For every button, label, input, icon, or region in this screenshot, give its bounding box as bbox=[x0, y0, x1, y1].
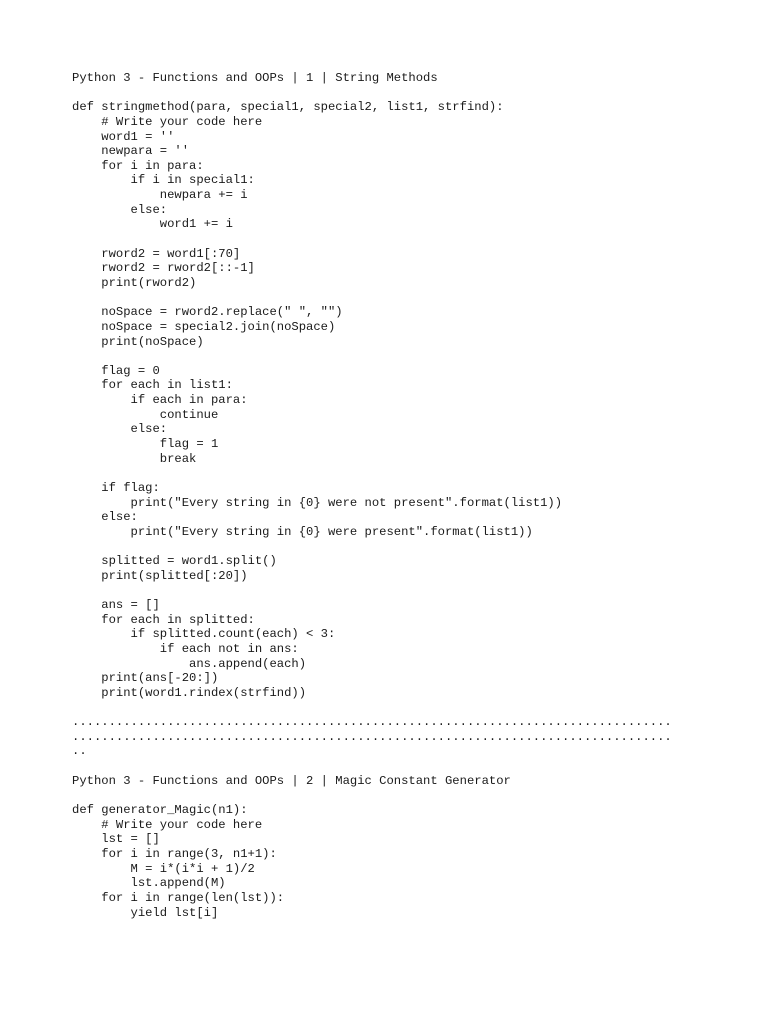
code-line: newpara = '' bbox=[72, 144, 190, 159]
code-line: print(splitted[:20]) bbox=[72, 568, 248, 583]
code-document bbox=[72, 71, 712, 920]
blank-line bbox=[72, 466, 712, 481]
code-line: print(noSpace) bbox=[72, 334, 204, 349]
code-line: print(ans[-20:]) bbox=[72, 671, 219, 686]
code-line: splitted = word1.split() bbox=[72, 554, 277, 569]
blank-line bbox=[72, 759, 712, 774]
code-line: yield lst[i] bbox=[72, 905, 219, 920]
blank-line bbox=[72, 349, 712, 364]
code-line: print(word1.rindex(strfind)) bbox=[72, 685, 307, 700]
code-line: if each not in ans: bbox=[72, 641, 299, 656]
blank-line bbox=[72, 540, 712, 555]
code-line: lst.append(M) bbox=[72, 876, 226, 891]
code-line: # Write your code here bbox=[72, 817, 263, 832]
code-line: newpara += i bbox=[72, 188, 248, 203]
code-line: print("Every string in {0} were not present".format(list1)) bbox=[72, 495, 563, 510]
code-line: rword2 = word1[:70] bbox=[72, 246, 241, 261]
blank-line bbox=[72, 701, 712, 716]
code-line: for each in splitted: bbox=[72, 612, 255, 627]
code-line: continue bbox=[72, 407, 219, 422]
blank-line bbox=[72, 232, 712, 247]
section-heading: Python 3 - Functions and OOPs | 2 | Magic Constant Generator bbox=[72, 773, 511, 788]
code-line: flag = 0 bbox=[72, 363, 160, 378]
code-line: print("Every string in {0} were present".format(list1)) bbox=[72, 524, 533, 539]
dotted-separator: .................................................................................. bbox=[72, 729, 672, 744]
code-line: word1 += i bbox=[72, 217, 233, 232]
code-line: for i in para: bbox=[72, 158, 204, 173]
code-line: def stringmethod(para, special1, special2, list1, strfind): bbox=[72, 100, 504, 115]
dotted-separator: .................................................................................. bbox=[72, 715, 672, 730]
blank-line bbox=[72, 788, 712, 803]
code-line: def generator_Magic(n1): bbox=[72, 803, 248, 818]
code-line: print(rword2) bbox=[72, 275, 197, 290]
code-line: # Write your code here bbox=[72, 114, 263, 129]
code-line: rword2 = rword2[::-1] bbox=[72, 261, 255, 276]
code-line: else: bbox=[72, 422, 168, 437]
code-line: ans.append(each) bbox=[72, 656, 307, 671]
dotted-separator: .. bbox=[72, 744, 87, 759]
code-line: if i in special1: bbox=[72, 173, 255, 188]
code-line: else: bbox=[72, 510, 138, 525]
code-line: if splitted.count(each) < 3: bbox=[72, 627, 336, 642]
blank-line bbox=[72, 291, 712, 306]
blank-line bbox=[72, 583, 712, 598]
code-line: flag = 1 bbox=[72, 437, 219, 452]
code-line: for i in range(len(lst)): bbox=[72, 890, 285, 905]
code-line: break bbox=[72, 451, 197, 466]
code-line: word1 = '' bbox=[72, 129, 175, 144]
code-line: lst = [] bbox=[72, 832, 160, 847]
section-heading: Python 3 - Functions and OOPs | 1 | String Methods bbox=[72, 71, 438, 85]
code-line: noSpace = special2.join(noSpace) bbox=[72, 319, 336, 334]
code-line: if flag: bbox=[72, 480, 160, 495]
code-line: else: bbox=[72, 202, 168, 217]
code-line: if each in para: bbox=[72, 393, 248, 408]
code-line: for each in list1: bbox=[72, 378, 233, 393]
blank-line bbox=[72, 86, 712, 101]
code-line: ans = [] bbox=[72, 598, 160, 613]
code-line: M = i*(i*i + 1)/2 bbox=[72, 861, 255, 876]
code-line: noSpace = rword2.replace(" ", "") bbox=[72, 305, 343, 320]
code-line: for i in range(3, n1+1): bbox=[72, 846, 277, 861]
